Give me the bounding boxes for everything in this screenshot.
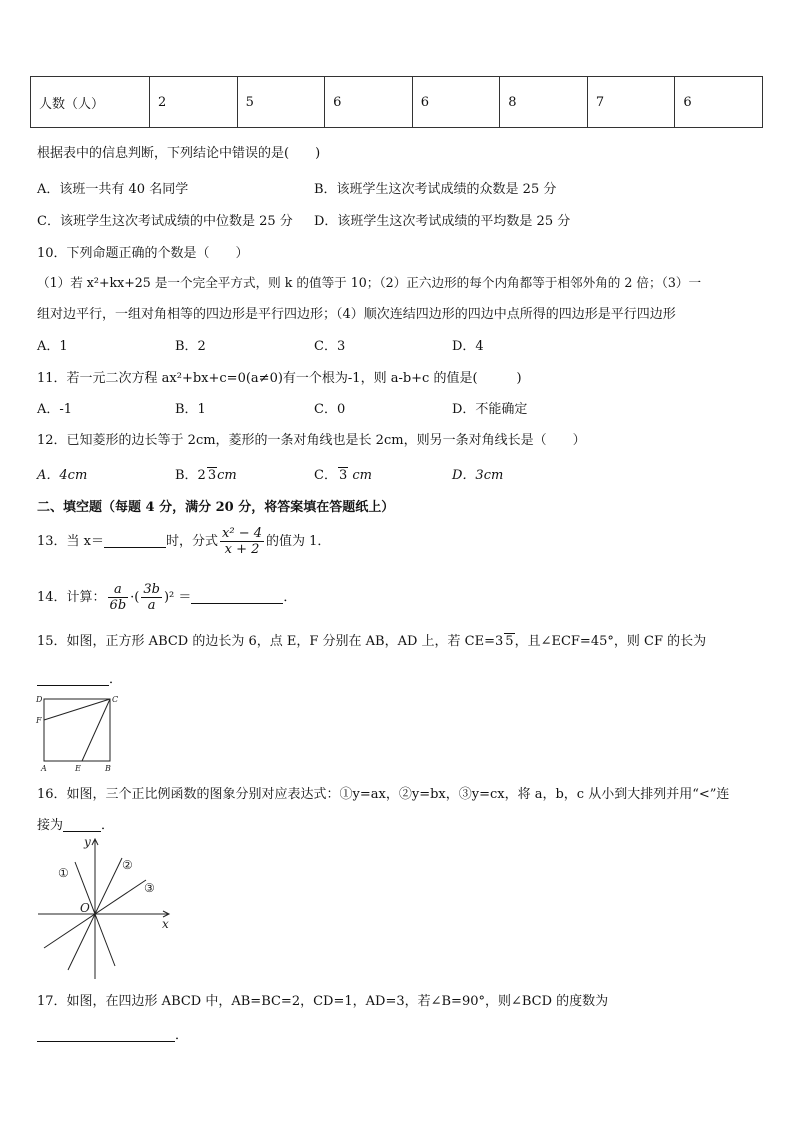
q10-line2: 组对边平行，一组对角相等的四边形是平行四边形；（4）顺次连结四边形的四边中点所得的四边形是平行四边形 xyxy=(37,307,676,322)
answer-blank[interactable] xyxy=(37,671,109,686)
sqrt-radicand: 5 xyxy=(505,634,514,649)
line-label-1: ① xyxy=(58,866,69,880)
answer-blank[interactable] xyxy=(104,533,166,548)
table-cell: 6 xyxy=(325,77,413,128)
label-a: A xyxy=(41,764,47,773)
table-cell: 7 xyxy=(587,77,675,128)
section-heading: 二、填空题（每题 4 分，满分 20 分，将答案填在答题纸上） xyxy=(37,500,395,515)
q9-option-a: A．该班一共有 40 名同学 xyxy=(37,182,189,197)
axis-label-x: x xyxy=(162,917,169,931)
line-label-3: ③ xyxy=(144,881,155,895)
label-c: C xyxy=(112,695,119,704)
q16-line1: 16．如图，三个正比例函数的图象分别对应表达式：①y=ax，②y=bx，③y=cx，将 a，b，c 从小到大排列并用“<”连 xyxy=(37,787,730,802)
q13-post: 的值为 1． xyxy=(266,534,331,549)
q11-option-a: A．-1 xyxy=(37,402,73,417)
q12-stem: 12．已知菱形的边长等于 2cm，菱形的一条对角线也是长 2cm，则另一条对角线长是（ ） xyxy=(37,433,586,448)
label-e: E xyxy=(75,764,81,773)
q15-end: ． xyxy=(109,672,123,687)
q10-stem: 10．下列命题正确的个数是（ ） xyxy=(37,246,249,261)
q9-option-c: C．该班学生这次考试成绩的中位数是 25 分 xyxy=(37,214,293,229)
score-table xyxy=(30,76,763,128)
q10-option-c: C．3 xyxy=(314,339,346,354)
q14 xyxy=(37,582,296,613)
fraction xyxy=(108,582,129,613)
q14-prefix: 14．计算： xyxy=(37,590,106,605)
fraction-numerator: 3b xyxy=(143,582,160,597)
q9-stem: 根据表中的信息判断，下列结论中错误的是( ) xyxy=(37,146,321,161)
sqrt-radicand: 3 xyxy=(207,468,217,483)
q10-option-a: A．1 xyxy=(37,339,68,354)
answer-blank[interactable] xyxy=(37,1027,175,1042)
q14-dot: ·( xyxy=(130,590,140,605)
table-row xyxy=(31,77,763,128)
q13-prefix: 13．当 x＝ xyxy=(37,534,105,549)
fraction xyxy=(220,526,264,557)
q11-stem: 11．若一元二次方程 ax²+bx+c=0(a≠0)有一个根为-1，则 a-b+c 的值是( ) xyxy=(37,371,522,386)
q17-answer-line xyxy=(37,1024,188,1043)
q12-option-b xyxy=(175,464,237,483)
table-cell: 6 xyxy=(412,77,500,128)
q14-end: ． xyxy=(283,590,297,605)
q16-line2 xyxy=(37,814,114,833)
axis-label-y: y xyxy=(84,835,91,849)
q13 xyxy=(37,526,330,557)
q11-option-b: B．1 xyxy=(175,402,206,417)
fraction-numerator: a xyxy=(108,582,129,598)
sqrt-radicand: 3 xyxy=(338,468,348,483)
answer-blank[interactable] xyxy=(63,817,101,832)
line-label-2: ② xyxy=(122,858,133,872)
q11-option-c: C．0 xyxy=(314,402,346,417)
proportional-functions-graph xyxy=(36,832,176,982)
q16-line2-prefix: 接为 xyxy=(37,818,64,833)
q17-line1: 17．如图，在四边形 ABCD 中，AB=BC=2，CD=1，AD=3，若∠B=90°，则∠BCD 的度数为 xyxy=(37,994,609,1009)
fraction-denominator: a xyxy=(147,598,156,613)
q9-option-d: D．该班学生这次考试成绩的平均数是 25 分 xyxy=(314,214,571,229)
origin-label: O xyxy=(80,901,90,915)
table-row-label: 人数（人） xyxy=(31,77,150,128)
table-cell: 5 xyxy=(237,77,325,128)
q12-option-d: D．3cm xyxy=(452,468,504,483)
q12-b-prefix: B．2 xyxy=(175,468,206,483)
table-cell: 6 xyxy=(675,77,763,128)
q14-power: )² ＝ xyxy=(163,590,192,605)
table-cell: 8 xyxy=(500,77,588,128)
label-f: F xyxy=(36,716,42,725)
label-d: D xyxy=(36,695,43,704)
q15-coef: 3 xyxy=(495,634,504,649)
label-b: B xyxy=(105,764,111,773)
q17-end: ． xyxy=(175,1028,189,1043)
q12-option-c xyxy=(314,464,372,483)
q12-c-prefix: C． xyxy=(314,468,337,483)
q12-b-unit: cm xyxy=(217,468,237,483)
q15-text-post: ，且∠ECF=45°，则 CF 的长为 xyxy=(514,634,707,649)
fraction-denominator: x + 2 xyxy=(224,542,260,557)
answer-blank[interactable] xyxy=(191,589,283,604)
q9-option-b: B．该班学生这次考试成绩的众数是 25 分 xyxy=(314,182,557,197)
q13-mid: 时，分式 xyxy=(166,534,219,549)
q10-option-b: B．2 xyxy=(175,339,206,354)
q15-answer-line xyxy=(37,668,122,687)
q10-line1: （1）若 x²+kx+25 是一个完全平方式，则 k 的值等于 10；（2）正六边形的每个内角都等于相邻外角的 2 倍；（3）一 xyxy=(37,275,702,290)
q10-option-d: D．4 xyxy=(452,339,484,354)
fraction-denominator: 6b xyxy=(109,598,127,613)
table-cell: 2 xyxy=(150,77,238,128)
square-abcd-figure xyxy=(32,692,122,774)
q12-c-unit: cm xyxy=(348,468,372,483)
q16-end: ． xyxy=(101,818,115,833)
q11-option-d: D．不能确定 xyxy=(452,402,528,417)
q15-text xyxy=(37,630,706,649)
fraction xyxy=(141,582,162,613)
q15-text-pre: 15．如图，正方形 ABCD 的边长为 6，点 E，F 分别在 AB，AD 上，若 CE= xyxy=(37,634,496,649)
q12-option-a: A．4cm xyxy=(37,468,88,483)
fraction-numerator: x² − 4 xyxy=(222,526,263,541)
